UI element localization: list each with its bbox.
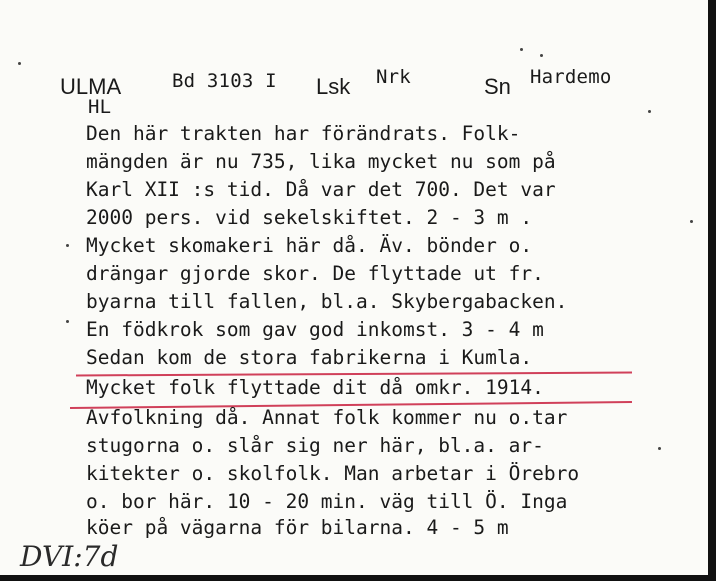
header-hl: HL [88, 96, 112, 118]
text-line: Karl XII :s tid. Då var det 700. Det var [86, 178, 556, 201]
dust-speck [18, 62, 21, 65]
header-lsk-value: Nrk [376, 66, 411, 88]
handwritten-code: DVI:7d [20, 540, 119, 573]
text-line: 2000 pers. vid sekelskiftet. 2 - 3 m . [86, 206, 533, 229]
text-line: o. bor här. 10 - 20 min. väg till Ö. Inga [86, 490, 568, 513]
header-lsk-label: Lsk [316, 74, 351, 99]
text-line: köer på vägarna för bilarna. 4 - 5 m [86, 516, 509, 539]
dust-speck [66, 320, 69, 323]
header-bd: Bd 3103 I [172, 70, 277, 92]
text-line: En födkrok som gav god inkomst. 3 - 4 m [86, 318, 544, 341]
text-line: Den här trakten har förändrats. Folk- [86, 122, 521, 145]
card-edge-bottom [0, 575, 716, 581]
text-line: drängar gjorde skor. De flyttade ut fr. [86, 262, 544, 285]
dust-speck [658, 447, 661, 450]
dust-speck [540, 54, 543, 57]
text-line: mängden är nu 735, lika mycket nu som på [86, 150, 556, 173]
header-sn-label: Sn [484, 74, 511, 99]
text-line-underlined: Mycket folk flyttade dit då omkr. 1914. [86, 376, 544, 399]
text-line: Avfolkning då. Annat folk kommer nu o.tar [86, 406, 568, 429]
card-edge-right [708, 0, 716, 581]
dust-speck [690, 220, 693, 223]
dust-speck [648, 110, 651, 113]
text-line: Mycket skomakeri här då. Äv. bönder o. [86, 234, 533, 257]
header-name: ULMA [60, 74, 122, 99]
text-line: kitekter o. skolfolk. Man arbetar i Örebro [86, 462, 580, 485]
text-line: stugorna o. slår sig ner här, bl.a. ar- [86, 434, 544, 457]
text-line: byarna till fallen, bl.a. Skybergabacken. [86, 290, 568, 313]
dust-speck [520, 48, 523, 51]
text-line-underlined: Sedan kom de stora fabrikerna i Kumla. [86, 346, 533, 369]
dust-speck [66, 244, 69, 247]
header-sn-value: Hardemo [530, 66, 612, 88]
